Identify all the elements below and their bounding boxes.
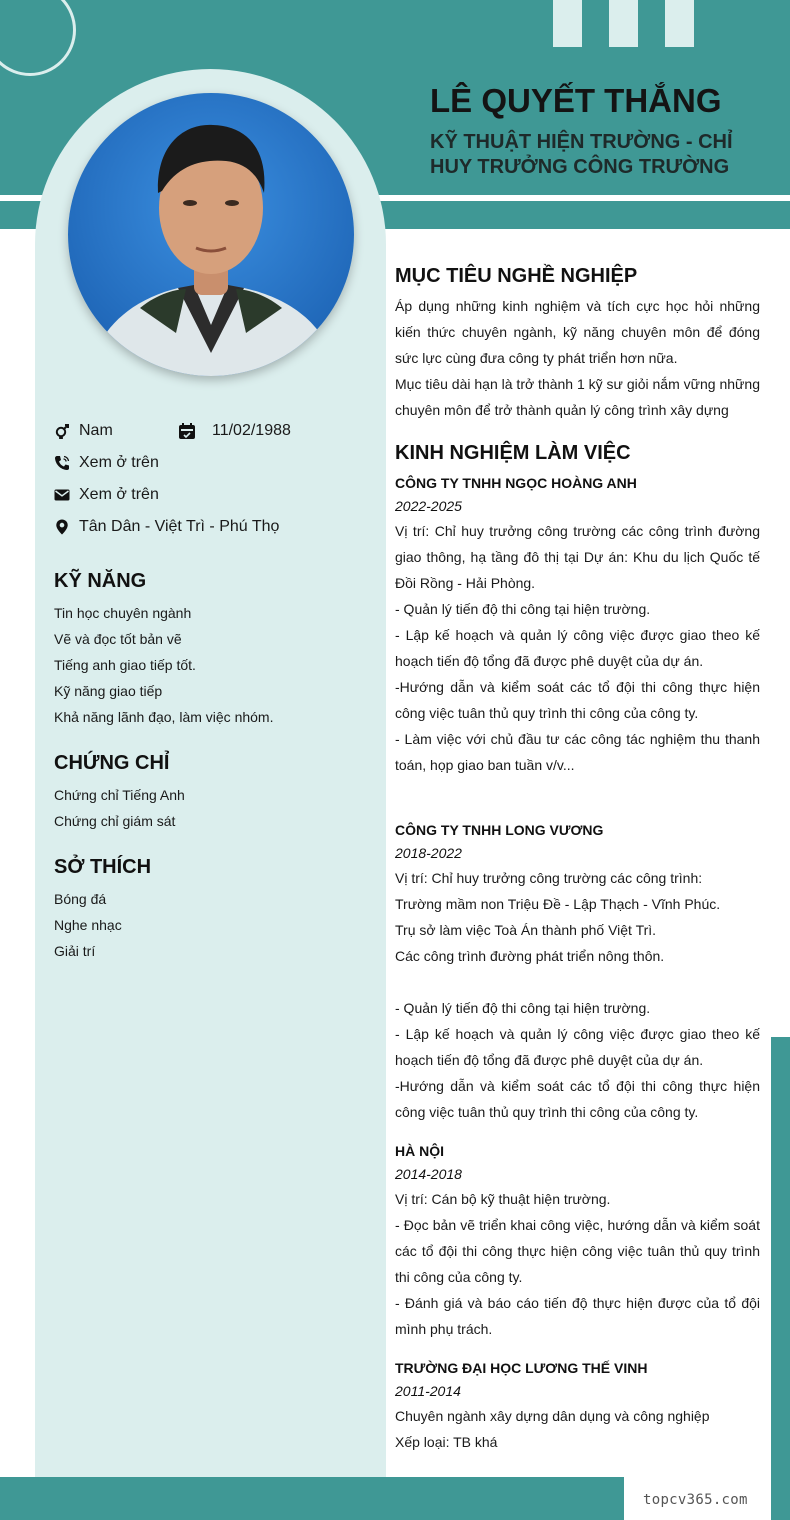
- envelope-icon: [54, 487, 70, 503]
- job-line: Vị trí: Chỉ huy trưởng công trường các công trình:: [395, 870, 703, 886]
- job-line: Các công trình đường phát triển nông thôn.: [395, 948, 665, 964]
- skill-item: Tiếng anh giao tiếp tốt.: [54, 657, 196, 673]
- birthday-value: 11/02/1988: [212, 422, 291, 439]
- job-period: 2022-2025: [395, 498, 462, 514]
- hobby-item: Nghe nhạc: [54, 917, 122, 933]
- job-line: - Đánh giá và báo cáo tiến độ thực hiện được của tổ đội mình phụ trách.: [395, 1295, 760, 1337]
- job-period: 2014-2018: [395, 1166, 462, 1182]
- job-line: -Hướng dẫn và kiểm soát các tổ đội thi công thực hiện công việc tuân thủ quy trình thi công của công ty.: [395, 1078, 760, 1120]
- job-line: Vị trí: Chỉ huy trưởng công trường các công trình đường giao thông, hạ tầng đô thị tại Dự án: Khu du lịch Quốc tế Đồi Rồng - Hải Phòng.: [395, 523, 760, 591]
- phone-icon: [54, 455, 70, 471]
- certificate-item: Chứng chỉ giám sát: [54, 813, 176, 829]
- job-line: - Đọc bản vẽ triển khai công việc, hướng dẫn và kiểm soát các tổ đội thi công thực hiện công việc tuân thủ quy trình thi công của công ty.: [395, 1217, 760, 1285]
- address-value: Tân Dân - Việt Trì - Phú Thọ: [79, 518, 280, 535]
- job-line: Chuyên ngành xây dựng dân dụng và công nghiệp: [395, 1408, 710, 1424]
- job-period: 2011-2014: [395, 1383, 461, 1399]
- phone-value: Xem ở trên: [79, 454, 159, 471]
- map-pin-icon: [54, 519, 70, 535]
- certificates-list: [54, 782, 185, 834]
- certificate-item: Chứng chỉ Tiếng Anh: [54, 787, 185, 803]
- job-line: - Lập kế hoạch và quản lý công việc được giao theo kế hoạch tiến độ tổng đã được phê duyệt của dự án.: [395, 1026, 760, 1068]
- job-description: [395, 1403, 760, 1455]
- gender-row: [54, 422, 113, 440]
- hobby-item: Giải trí: [54, 943, 96, 959]
- job-description: [395, 865, 760, 1125]
- job-description: [395, 518, 760, 778]
- hobbies-list: [54, 886, 122, 964]
- gender-value: Nam: [79, 422, 113, 439]
- job-company: TRƯỜNG ĐẠI HỌC LƯƠNG THẾ VINH: [395, 1360, 648, 1376]
- skills-heading: KỸ NĂNG: [54, 570, 147, 592]
- email-value: Xem ở trên: [79, 486, 159, 503]
- skill-item: Tin học chuyên ngành: [54, 605, 192, 621]
- job-company: CÔNG TY TNHH LONG VƯƠNG: [395, 822, 604, 838]
- calendar-icon: [178, 423, 194, 439]
- phone-row: [54, 454, 159, 472]
- job-period: 2018-2022: [395, 845, 462, 861]
- candidate-title: KỸ THUẬT HIỆN TRƯỜNG - CHỈ HUY TRƯỞNG CÔNG TRƯỜNG: [430, 131, 733, 178]
- objective-line: Áp dụng những kinh nghiệm và tích cực học hỏi những kiến thức chuyên ngành, kỹ năng chuyên môn để đóng sức lực cùng đưa công ty phát triển hơn nữa.: [395, 298, 760, 366]
- skill-item: Kỹ năng giao tiếp: [54, 683, 163, 699]
- birthday-row: [178, 422, 291, 440]
- footer-bar: [0, 1477, 624, 1520]
- job-line: - Lập kế hoạch và quản lý công việc được giao theo kế hoạch tiến độ tổng đã được phê duyệt của dự án.: [395, 627, 760, 669]
- job-company: CÔNG TY TNHH NGỌC HOÀNG ANH: [395, 475, 637, 491]
- address-row: [54, 518, 279, 536]
- candidate-name: LÊ QUYẾT THẮNG: [430, 82, 722, 119]
- objective-text: [395, 293, 760, 423]
- job-line: Vị trí: Cán bộ kỹ thuật hiện trường.: [395, 1191, 611, 1207]
- email-row: [54, 486, 159, 504]
- objective-line: Mục tiêu dài hạn là trở thành 1 kỹ sư giỏi nắm vững những chuyên môn để trở thành quản lý công trình xây dựng: [395, 376, 760, 418]
- job-line: - Quản lý tiến độ thi công tại hiện trường.: [395, 601, 651, 617]
- job-line: - Quản lý tiến độ thi công tại hiện trường.: [395, 1000, 651, 1016]
- objective-heading: MỤC TIÊU NGHỀ NGHIỆP: [395, 265, 638, 287]
- decorative-bar: [553, 0, 582, 47]
- job-line: - Làm việc với chủ đầu tư các công tác nghiệm thu thanh toán, họp giao ban tuần v/v...: [395, 731, 760, 773]
- decorative-bar: [665, 0, 694, 47]
- job-line: Trụ sở làm việc Toà Án thành phố Việt Trì.: [395, 922, 657, 938]
- decorative-side-strip: [771, 1037, 790, 1520]
- gender-icon: [54, 423, 70, 439]
- skill-item: Khả năng lãnh đạo, làm việc nhóm.: [54, 709, 274, 725]
- job-line: Trường mầm non Triệu Đề - Lập Thạch - Vĩnh Phúc.: [395, 896, 721, 912]
- profile-photo: [68, 93, 354, 376]
- job-line: Xếp loại: TB khá: [395, 1434, 498, 1450]
- decorative-bar: [609, 0, 638, 47]
- job-description: [395, 1186, 760, 1342]
- spacer: [395, 969, 760, 995]
- certificates-heading: CHỨNG CHỈ: [54, 752, 170, 774]
- skill-item: Vẽ và đọc tốt bản vẽ: [54, 631, 182, 647]
- skills-list: [54, 600, 273, 730]
- hobby-item: Bóng đá: [54, 891, 107, 907]
- experience-heading: KINH NGHIỆM LÀM VIỆC: [395, 442, 631, 464]
- job-company: HÀ NỘI: [395, 1143, 444, 1159]
- job-line: -Hướng dẫn và kiểm soát các tổ đội thi công thực hiện công việc tuân thủ quy trình thi công của công ty.: [395, 679, 760, 721]
- hobbies-heading: SỞ THÍCH: [54, 856, 152, 878]
- watermark: topcv365.com: [643, 1492, 748, 1508]
